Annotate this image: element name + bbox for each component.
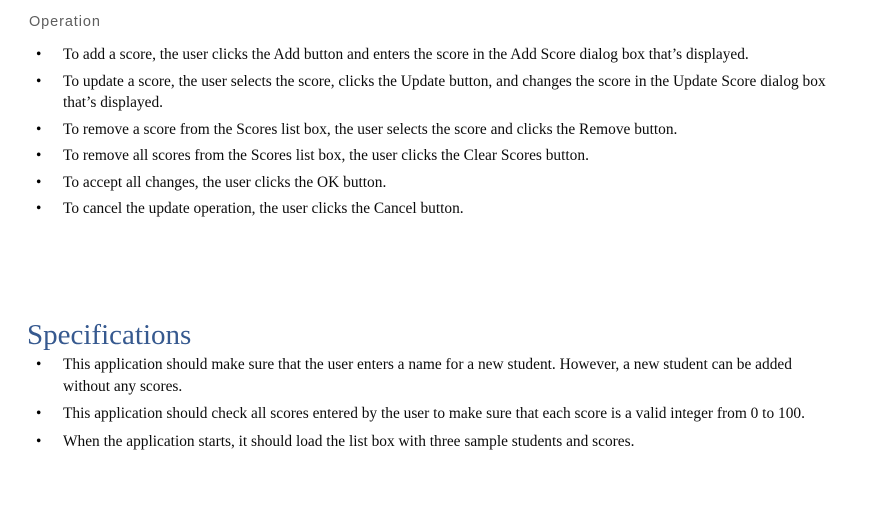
operation-bullet-list [0,44,860,225]
list-item-text: This application should make sure that the user enters a name for a new student. However, a new student can be added without any scores. [63,356,792,395]
bullet-icon: • [36,120,42,138]
specifications-section-heading: Specifications [27,319,192,351]
list-item-text: To update a score, the user selects the score, clicks the Update button, and changes the score in the Update Score dialog box that’s displayed. [63,72,826,111]
list-item-text: To remove a score from the Scores list box, the user selects the score and clicks the Remove button. [63,120,678,138]
specifications-bullet-list [0,354,860,458]
list-item-text: To add a score, the user clicks the Add button and enters the score in the Add Score dialog box that’s displayed. [63,46,749,63]
bullet-icon: • [36,46,42,63]
bullet-icon: • [36,200,42,217]
list-item [0,172,853,194]
list-item [0,71,853,114]
bullet-icon: • [36,147,42,164]
list-item-text: To remove all scores from the Scores list box, the user clicks the Clear Scores button. [63,147,589,164]
list-item-text: When the application starts, it should load the list box with three sample students and scores. [63,432,635,450]
list-item-text: To accept all changes, the user clicks the OK button. [63,173,387,191]
bullet-icon: • [36,72,42,90]
bullet-icon: • [36,432,42,450]
list-item [0,145,853,167]
list-item [0,403,838,425]
list-item-text: This application should check all scores entered by the user to make sure that each score is a valid integer from 0 to 100. [63,405,805,422]
bullet-icon: • [36,405,42,422]
list-item [0,431,838,453]
operation-section-heading: Operation [29,14,101,30]
bullet-icon: • [36,173,42,191]
list-item [0,119,853,141]
list-item [0,44,853,66]
list-item [0,354,838,397]
bullet-icon: • [36,356,42,373]
list-item [0,198,853,220]
list-item-text: To cancel the update operation, the user clicks the Cancel button. [63,200,464,217]
